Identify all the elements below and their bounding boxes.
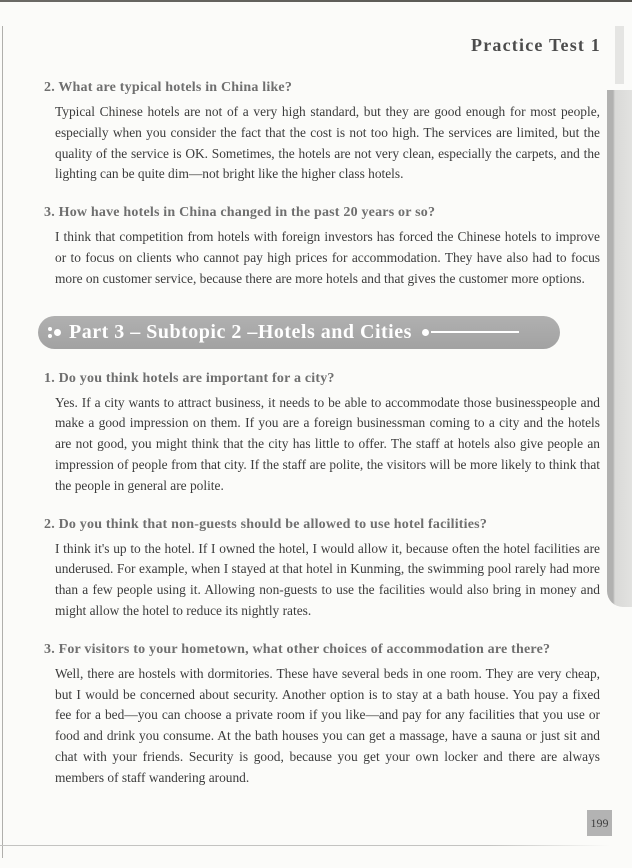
scan-left-edge xyxy=(2,26,3,858)
question-heading: 3. How have hotels in China changed in the past 20 years or so? xyxy=(44,205,436,221)
page-title: Practice Test 1 xyxy=(471,35,601,55)
part3-section-banner xyxy=(38,316,560,349)
banner-rule-line xyxy=(431,331,519,333)
question-answer: I think it's up to the hotel. If I owned the hotel, I would allow it, because often the hotel facilities are underused. For example, when I stayed at that hotel in Kunming, the swimming pool rarely had more than a few people using it. Allowing non-guests to use the facilities would also bring in money and might allow the hotel to reduce its nightly rates. xyxy=(55,540,600,618)
question-heading: 2. Do you think that non-guests should be allowed to use hotel facilities? xyxy=(44,516,488,532)
scan-bottom-edge xyxy=(0,845,610,846)
question-block xyxy=(44,642,600,789)
question-block xyxy=(44,80,600,185)
question-answer: I think that competition from hotels with foreign investors has forced the Chinese hotels to improve or to focus on clients who cannot pay high prices for accommodation. They have also had to focus more on customer service, because there are more hotels and that gives the customer more options. xyxy=(55,229,600,286)
scan-right-band-upper xyxy=(615,26,624,84)
scan-right-band xyxy=(607,90,632,607)
question-answer: Yes. If a city wants to attract business, it needs to be able to accommodate those businesspeople and make a good impression on them. If you are a foreign businessman coming to a city and the hotels are not good, you might think that the city has little to offer. The staff at hotels also give people an impression of people from that city. If the staff are polite, the visitors will be more likely to think that the people in general are polite. xyxy=(55,394,600,493)
dots-cluster-icon xyxy=(48,325,61,339)
question-heading: 3. For visitors to your hometown, what other choices of accommodation are there? xyxy=(44,641,551,657)
question-block xyxy=(44,517,600,622)
question-heading: 1. Do you think hotels are important for a city? xyxy=(44,370,335,386)
question-block xyxy=(44,371,600,497)
scan-top-edge xyxy=(0,0,632,2)
question-answer: Typical Chinese hotels are not of a very high standard, but they are good enough for most people, especially when you consider the fact that the cost is not too high. The services are limited, but the quality of the service is OK. Sometimes, the hotels are not very clean, especially the carpets, and the lighting can be quite dim—not bright like the higher class hotels. xyxy=(55,104,600,182)
section-banner-title: Part 3 – Subtopic 2 –Hotels and Cities xyxy=(69,320,412,343)
bullet-icon xyxy=(422,329,429,336)
question-heading: 2. What are typical hotels in China like? xyxy=(44,80,293,95)
question-answer: Well, there are hostels with dormitories. These have several beds in one room. They are very cheap, but I would be concerned about security. Another option is to stay at a bath house. You pay a fixed fee for a bed—you can choose a private room if you like—and pay for any facilities that you use or food and drink you consume. At the bath houses you can get a massage, have a sauna or just sit and chat with your friends. Security is good, because you get your own locker and there are always members of staff wandering around. xyxy=(55,665,600,785)
question-block xyxy=(44,205,600,289)
page-number-badge: 199 xyxy=(587,810,612,836)
page-content xyxy=(44,80,600,809)
